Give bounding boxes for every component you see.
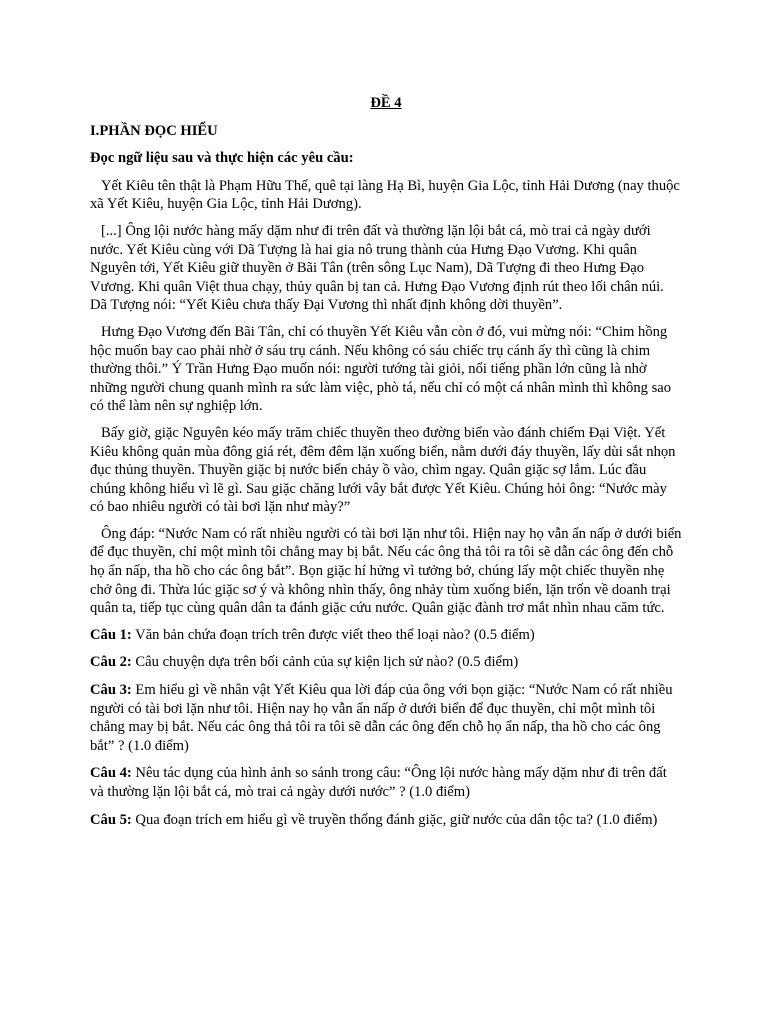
instruction-text: Đọc ngữ liệu sau và thực hiện các yêu cầu:: [90, 150, 354, 167]
document-page: [90, 94, 682, 838]
question-text: Văn bản chứa đoạn trích trên được viết theo thể loại nào? (0.5 điểm): [131, 626, 535, 643]
question-text: Nêu tác dụng của hình ảnh so sánh trong câu: “Ông lội nước hàng mấy dặm như đi trên đất và thường lặn lội bắt cá, mò trai cả ngày dưới nước” ? (1.0 điểm): [90, 765, 667, 800]
passage-paragraph: Bấy giờ, giặc Nguyên kéo mấy trăm chiếc thuyền theo đường biển vào đánh chiếm Đại Việt. Yết Kiêu không quản mùa đông giá rét, đêm đêm lặn xuống biển, nằm dưới đáy thuyền, lấy dùi sắt nhọn đục thủng thuyền. Thuyền giặc bị nước biển chảy ồ vào, chìm ngay. Quân giặc sợ lắm. Lúc đầu chúng không hiểu vì lẽ gì. Sau giặc chăng lưới vây bắt được Yết Kiêu. Chúng hỏi ông: “Nước mày có bao nhiêu người có tài bơi lặn như mày?”: [90, 424, 676, 516]
question-label: Câu 5:: [90, 811, 132, 828]
question-label: Câu 3:: [90, 682, 132, 699]
exam-title: ĐỀ 4: [370, 95, 402, 111]
question-1: [90, 626, 682, 645]
question-4: [90, 764, 682, 801]
passage-paragraph: [...] Ông lội nước hàng mấy dặm như đi trên đất và thường lặn lội bắt cá, mò trai cả ngày dưới nước. Yết Kiêu cùng với Dã Tượng là hai gia nô trung thành của Hưng Đạo Vương. Khi quân Nguyên tới, Yết Kiêu giữ thuyền ở Bãi Tân (trên sông Lục Nam), Dã Tượng đi theo Hưng Đạo Vương. Khi quân Việt thua chạy, thủy quân bị tan cả. Hưng Đạo Vương định rút theo lối chân núi. Dã Tượng nói: “Yết Kiêu chưa thấy Đại Vương thì nhất định không dời thuyền”.: [90, 222, 664, 314]
question-text: Qua đoạn trích em hiểu gì về truyền thống đánh giặc, giữ nước của dân tộc ta? (1.0 điểm): [131, 811, 658, 828]
passage-paragraph: Yết Kiêu tên thật là Phạm Hữu Thế, quê tại làng Hạ Bì, huyện Gia Lộc, tỉnh Hải Dương (nay thuộc xã Yết Kiêu, huyện Gia Lộc, tỉnh Hải Dương).: [90, 177, 680, 213]
question-label: Câu 4:: [90, 765, 132, 782]
section-heading: I.PHẦN ĐỌC HIỂU: [90, 122, 218, 139]
question-text: Em hiểu gì về nhân vật Yết Kiêu qua lời đáp của ông với bọn giặc: “Nước Nam có rất nhiều người có tài bơi lặn như tôi. Hiện nay họ vẫn ẩn nấp ở dưới biển để đục thuyền, chỉ một mình tôi chẳng may bị bắt. Nếu các ông thả tôi ra tôi sẽ dẫn các ông đến chỗ họ ẩn nấp, tha hồ cho các ông bắt” ? (1.0 điểm): [90, 682, 673, 754]
question-5: [90, 811, 682, 830]
passage-paragraph: Ông đáp: “Nước Nam có rất nhiều người có tài bơi lặn như tôi. Hiện nay họ vẫn ẩn nấp ở dưới biển để đục thuyền, chỉ một mình tôi chẳng may bị bắt. Nếu các ông thả tôi ra tôi sẽ dẫn các ông đến chỗ họ ẩn nấp, tha hồ cho các ông bắt”. Bọn giặc hí hửng vì tưởng bở, chúng lấy một chiếc thuyền nhẹ chở ông đi. Thừa lúc giặc sơ ý và không nhìn thấy, ông nhảy tùm xuống biển, lặn trốn về doanh trại quân ta, tiếp tục cùng quân dân ta đánh giặc cứu nước. Quân giặc đành trơ mắt nhìn nhau căm tức.: [90, 525, 682, 617]
question-2: [90, 653, 682, 672]
question-label: Câu 2:: [90, 654, 132, 671]
question-label: Câu 1:: [90, 626, 132, 643]
passage-paragraph: Hưng Đạo Vương đến Bãi Tân, chỉ có thuyền Yết Kiêu vẫn còn ở đó, vui mừng nói: “Chim hồng hộc muốn bay cao phải nhờ ở sáu trụ cánh. Nếu không có sáu chiếc trụ cánh ấy thì cũng là chim thường thôi.” Ý Trần Hưng Đạo muốn nói: người tướng tài giỏi, nổi tiếng phần lớn cũng là nhờ những người chung quanh mình ra sức làm việc, phò tá, nếu chỉ có một cá nhân mình thì không sao có thể làm nên sự nghiệp lớn.: [90, 323, 672, 415]
question-3: [90, 681, 682, 755]
question-text: Câu chuyện dựa trên bối cảnh của sự kiện lịch sử nào? (0.5 điểm): [131, 654, 519, 671]
